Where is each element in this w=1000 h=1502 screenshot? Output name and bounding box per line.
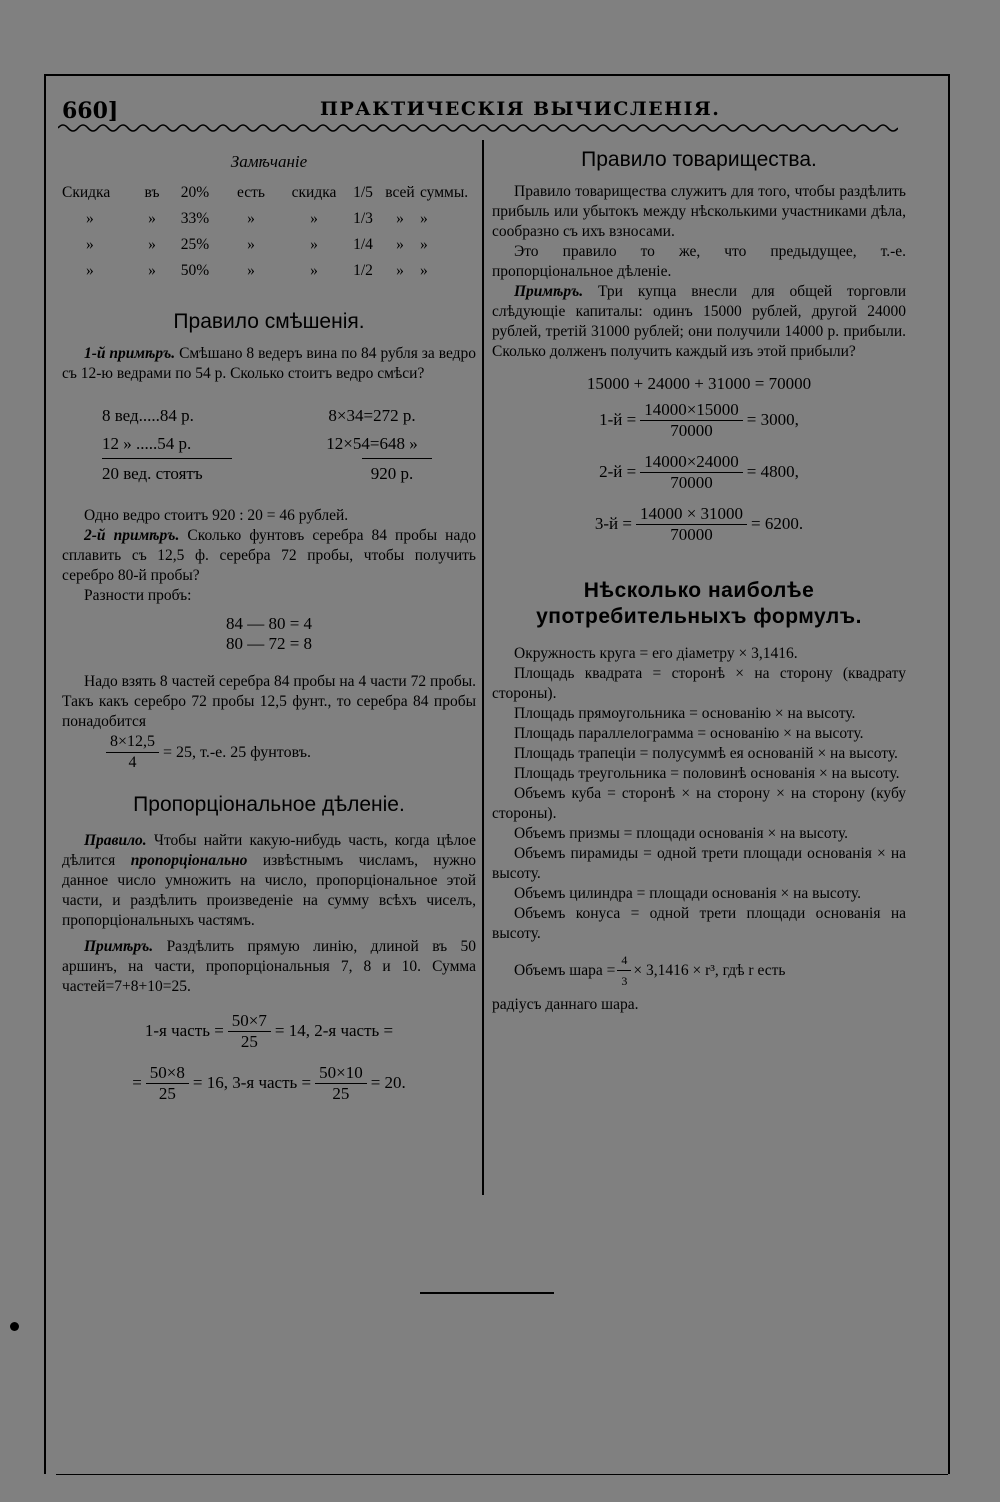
sphere-formula bbox=[492, 950, 906, 991]
parts-line-1 bbox=[62, 1005, 476, 1057]
denominator: 70000 bbox=[670, 420, 713, 440]
text: × 3,1416 × r³, гдѣ r есть bbox=[633, 961, 786, 979]
fraction bbox=[636, 504, 747, 545]
numerator: 14000 × 31000 bbox=[636, 504, 747, 525]
denominator: 70000 bbox=[670, 524, 713, 544]
formula-item: Объемъ пирамиды = одной трети площади основанія × на высоту. bbox=[492, 845, 906, 882]
partnership-paragraph: Это правило то же, что предыдущее, т.-е. пропорціональное дѣленіе. bbox=[492, 243, 906, 280]
share-line bbox=[492, 394, 906, 446]
cell: 20% bbox=[180, 184, 210, 201]
page-number: 660] bbox=[62, 98, 119, 124]
result-text: = 25, т.-е. 25 фунтовъ. bbox=[163, 743, 312, 761]
text: = 16, 3-я часть = bbox=[192, 1073, 312, 1092]
text: Объемъ шара = bbox=[514, 961, 616, 979]
cell: 12×54=648 » bbox=[326, 434, 418, 453]
formula-item: Объемъ призмы = площади основанія × на высоту. bbox=[514, 825, 849, 842]
text: = 6200. bbox=[751, 514, 804, 533]
rule-emphasis: пропорціонально bbox=[130, 852, 248, 869]
example-text: Три купца внесли для общей торговли слѣдующіе капиталы: одинъ 15000 рублей, другой 24000 рублей, третій 31000 рублей; они получили 14000 р. прибыли. Сколько долженъ получить каждый изъ этой прибыли? bbox=[492, 283, 906, 360]
cell: » bbox=[310, 236, 318, 253]
mix-row bbox=[62, 460, 476, 488]
fraction bbox=[315, 1063, 367, 1104]
page-title: ПРАКТИЧЕСКІЯ ВЫЧИСЛЕНІЯ. bbox=[320, 98, 721, 120]
cell: » bbox=[148, 236, 156, 253]
diff-line: 84 — 80 = 4 bbox=[225, 614, 313, 633]
cell: Скидка bbox=[62, 184, 111, 201]
discount-row bbox=[62, 206, 476, 232]
cell: » bbox=[247, 262, 255, 279]
cell: » bbox=[396, 262, 404, 279]
mix-title: Правило смѣшенія. bbox=[173, 310, 365, 333]
example-label: 1-й примѣръ. bbox=[84, 345, 176, 362]
formula-item: Площадь треугольника = половинѣ основанія × на высоту. bbox=[514, 765, 900, 782]
mix-row bbox=[62, 430, 476, 458]
formula-list bbox=[492, 644, 906, 944]
cell: 1/3 bbox=[353, 210, 373, 227]
formulas-title: Нѣсколько наиболѣе употребительныхъ формулъ. bbox=[536, 579, 862, 628]
text: = 3000, bbox=[746, 410, 799, 429]
formula-item: Объемъ цилиндра = площади основанія × на высоту. bbox=[514, 885, 861, 902]
example-label: Примѣръ. bbox=[84, 938, 154, 955]
cell: 12 » .....54 р. bbox=[102, 434, 192, 453]
formula-item: Площадь параллелограмма = основанію × на высоту. bbox=[514, 725, 864, 742]
cell: » bbox=[396, 236, 404, 253]
cell: » bbox=[420, 236, 428, 253]
diff-label: Разности пробъ: bbox=[84, 587, 192, 604]
example-label: Примѣръ. bbox=[514, 283, 584, 300]
cell: 8 вед.....84 р. bbox=[102, 406, 194, 425]
fraction bbox=[146, 1063, 189, 1104]
cell: 1/5 bbox=[353, 184, 373, 201]
sum-line: 15000 + 24000 + 31000 = 70000 bbox=[586, 374, 812, 393]
diff-line: 80 — 72 = 8 bbox=[225, 634, 313, 653]
text: 1-й = bbox=[599, 410, 637, 429]
formula-item: Окружность круга = его діаметру × 3,1416. bbox=[514, 645, 798, 662]
cell: » bbox=[247, 236, 255, 253]
rule bbox=[102, 458, 232, 460]
discount-table bbox=[62, 180, 476, 284]
partnership-example bbox=[492, 282, 906, 362]
numerator: 50×7 bbox=[228, 1011, 271, 1032]
sphere-formula-cont: радіусъ даннаго шара. bbox=[492, 996, 639, 1013]
example-2-solution: Надо взять 8 частей серебра 84 пробы на 4 части 72 пробы. Такъ какъ серебро 72 пробы 12,5 фунт., то серебра 84 пробы понадобится bbox=[62, 673, 476, 730]
fraction bbox=[617, 950, 631, 991]
cell: » bbox=[148, 262, 156, 279]
cell: » bbox=[310, 262, 318, 279]
formula-item: Объемъ конуса = одной трети площади основанія на высоту. bbox=[492, 905, 906, 942]
denominator: 25 bbox=[240, 1031, 258, 1051]
cell: 8×34=272 р. bbox=[328, 406, 416, 425]
example-text: Сколько фунтовъ серебра 84 пробы надо сплавить съ 12,5 ф. серебра 72 пробы, чтобы получить серебро 80-й пробы? bbox=[62, 527, 476, 584]
partnership-title: Правило товарищества. bbox=[581, 148, 817, 171]
numerator: 14000×24000 bbox=[640, 452, 743, 473]
fraction bbox=[106, 732, 159, 773]
example-text: Смѣшано 8 ведеръ вина по 84 рубля за ведро съ 12-ю ведрами по 54 р. Сколько стоитъ ведро смѣси? bbox=[62, 345, 477, 382]
numerator: 4 bbox=[617, 950, 631, 971]
end-rule bbox=[420, 1292, 554, 1294]
example-1-answer: Одно ведро стоитъ 920 : 20 = 46 рублей. bbox=[84, 507, 349, 524]
text: = 20. bbox=[370, 1073, 406, 1092]
discount-row bbox=[62, 180, 476, 206]
cell: 920 р. bbox=[370, 464, 414, 483]
formula-item: Площадь квадрата = сторонѣ × на сторону (квадрату стороны). bbox=[492, 665, 906, 702]
cell: 20 вед. стоятъ bbox=[102, 464, 203, 483]
cell: 25% bbox=[180, 236, 210, 253]
rule-paragraph bbox=[62, 831, 476, 931]
cell: » bbox=[86, 210, 94, 227]
example-3 bbox=[62, 937, 476, 997]
cell: » bbox=[420, 262, 428, 279]
text: 1-я часть = bbox=[144, 1021, 224, 1040]
cell: » bbox=[247, 210, 255, 227]
proportional-title: Пропорціональное дѣленіе. bbox=[133, 793, 405, 816]
mix-row bbox=[62, 402, 476, 430]
cell: » bbox=[396, 210, 404, 227]
text: = 14, 2-я часть = bbox=[274, 1021, 394, 1040]
denominator: 3 bbox=[621, 974, 628, 988]
rule-text: извѣстнымъ числамъ, нужно данное число умножить на число, пропорціональное этой части, и раздѣлить произведеніе на сумму всѣхъ чиселъ, пропорціональныхъ частямъ. bbox=[62, 852, 477, 929]
numerator: 50×8 bbox=[146, 1063, 189, 1084]
denominator: 25 bbox=[332, 1083, 350, 1103]
denominator: 4 bbox=[128, 754, 137, 771]
mix-table bbox=[62, 402, 476, 488]
denominator: 70000 bbox=[670, 472, 713, 492]
cell: » bbox=[86, 236, 94, 253]
fraction bbox=[228, 1011, 271, 1052]
discount-row bbox=[62, 258, 476, 284]
column-separator bbox=[482, 140, 484, 1195]
cell: 1/4 bbox=[353, 236, 373, 253]
cell: » bbox=[86, 262, 94, 279]
text: 3-й = bbox=[594, 514, 632, 533]
formula-item: Площадь трапеціи = полусуммѣ ея основаній × на высоту. bbox=[514, 745, 898, 762]
rule-text: Чтобы найти какую-нибудь часть, когда цѣлое дѣлится bbox=[62, 832, 476, 869]
cell: скидка bbox=[291, 184, 337, 201]
share-line bbox=[492, 446, 906, 498]
right-column bbox=[492, 148, 906, 1015]
cell: » bbox=[148, 210, 156, 227]
left-column bbox=[62, 148, 476, 1109]
cell: 33% bbox=[180, 210, 210, 227]
cell: суммы. bbox=[420, 184, 469, 201]
cell: 50% bbox=[180, 262, 210, 279]
example-text: Раздѣлить прямую линію, длиной въ 50 аршинъ, на части, пропорціональныя 7, 8 и 10. Сумма частей=7+8+10=25. bbox=[62, 938, 477, 995]
cell: » bbox=[420, 210, 428, 227]
example-2 bbox=[62, 526, 476, 586]
rule-label: Правило. bbox=[84, 832, 147, 849]
numerator: 14000×15000 bbox=[640, 400, 743, 421]
header-wavy-rule bbox=[58, 120, 898, 136]
cell: есть bbox=[237, 184, 265, 201]
note-title: Замѣчаніе bbox=[230, 152, 308, 171]
formula-item: Объемъ куба = сторонѣ × на сторону × на сторону (кубу стороны). bbox=[492, 785, 906, 822]
cell: » bbox=[310, 210, 318, 227]
text: = 4800, bbox=[746, 462, 799, 481]
cell: въ bbox=[144, 184, 160, 201]
discount-row bbox=[62, 232, 476, 258]
text: 2-й = bbox=[599, 462, 637, 481]
parts-line-2 bbox=[62, 1057, 476, 1109]
numerator: 50×10 bbox=[315, 1063, 367, 1084]
example-1 bbox=[62, 344, 476, 384]
cell: 1/2 bbox=[353, 262, 373, 279]
formula-item: Площадь прямоугольника = основанію × на высоту. bbox=[514, 705, 856, 722]
numerator: 8×12,5 bbox=[106, 732, 159, 753]
fraction bbox=[640, 400, 743, 441]
bottom-border bbox=[56, 1474, 948, 1475]
denominator: 25 bbox=[158, 1083, 176, 1103]
rule bbox=[362, 458, 432, 460]
text: = bbox=[132, 1073, 142, 1092]
margin-dot bbox=[10, 1322, 19, 1331]
fraction bbox=[640, 452, 743, 493]
example-2-result bbox=[62, 732, 476, 773]
partnership-paragraph: Правило товарищества служитъ для того, чтобы раздѣлить прибыль или убытокъ между нѣсколькими участниками дѣла, сообразно съ ихъ взносами. bbox=[492, 183, 906, 240]
example-label: 2-й примѣръ. bbox=[84, 527, 180, 544]
cell: всей bbox=[385, 184, 415, 201]
share-line bbox=[492, 498, 906, 550]
